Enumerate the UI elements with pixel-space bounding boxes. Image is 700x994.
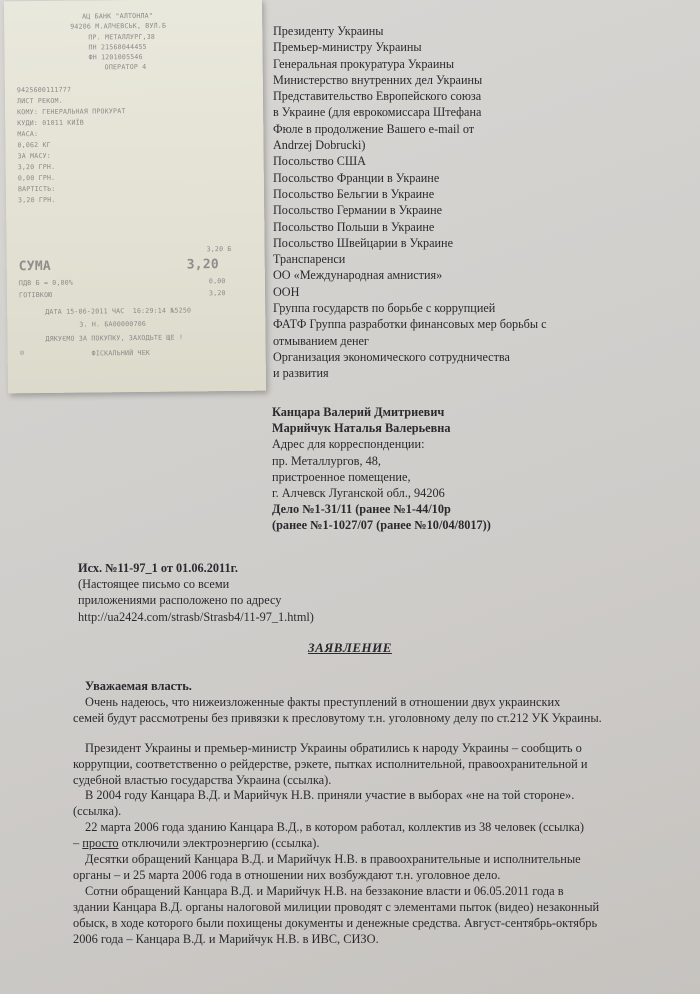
sender-name: Марийчук Наталья Валерьевна: [272, 421, 451, 436]
receipt-line: 0,062 КГ: [17, 140, 51, 150]
receipt-fiscal-line: ФІСКАЛЬНИЙ ЧЕК: [91, 348, 151, 358]
paragraph-line: коррупции, соответственно о рейдерстве, рэкете, пытках исполнительной, правоохранительной и: [73, 756, 588, 771]
receipt-line: 3,20 ГРН.: [17, 195, 56, 205]
receipt-sum-label: СУМА: [18, 258, 51, 275]
receipt-thanks-line: ДЯКУЄМО ЗА ПОКУПКУ, ЗАХОДЬТЕ ЩЕ !: [45, 333, 184, 343]
receipt-line: ПР. МЕТАЛЛУРГ,38: [88, 32, 156, 42]
addressee-item: и развития: [273, 366, 329, 381]
outgoing-number: Исх. №11-97_1 от 01.06.2011г.: [78, 561, 238, 575]
addressee-item: Andrzej Dobrucki): [273, 138, 366, 153]
paragraph-line: [73, 836, 693, 852]
paragraph-line: здании Канцара В.Д. органы налоговой милиции проводят с элементами пыток (видео) незаконный: [73, 899, 600, 914]
underlined-word: просто: [82, 836, 119, 851]
case-number: Дело №1-31/11 (ранее №1-44/10р: [272, 502, 451, 517]
postal-receipt: [4, 0, 266, 393]
receipt-vat-value: 0,00: [208, 277, 226, 286]
addressee-item: ОО «Международная амнистия»: [273, 268, 443, 283]
addressee-list: [273, 23, 547, 382]
document-title: ЗАЯВЛЕНИЕ: [308, 640, 392, 655]
paragraph-line: семей будут рассмотрены без привязки к пресловутому т.н. уголовному делу по ст.212 УК Украины.: [73, 710, 602, 725]
receipt-cash-value: 3,20: [208, 289, 226, 298]
addressee-item: Посольство Швейцарии в Украине: [273, 235, 453, 250]
addressee-item: Посольство Франции в Украине: [273, 170, 440, 185]
addressee-item: Посольство Германии в Украине: [273, 203, 443, 218]
addressee-item: Посольство Польши в Украине: [273, 219, 435, 234]
addressee-item: Транспаренси: [273, 252, 346, 267]
paragraph-line: 2006 года – Канцара В.Д. и Марийчук Н.В. в ИВС, СИЗО.: [73, 931, 379, 946]
receipt-vat-label: ПДВ Б = 0,00%: [18, 278, 74, 288]
paragraph-line: обыск, в ходе которого были похищены документы и денежные средства. Август-сентябрь-октябрь: [73, 915, 598, 930]
paragraph-line: (ссылка).: [73, 804, 122, 819]
receipt-line: 0,00 ГРН.: [17, 173, 56, 183]
paragraph-line: 22 марта 2006 года зданию Канцара В.Д., в котором работал, коллектив из 38 человек (ссылка): [85, 820, 585, 835]
addressee-item: Президенту Украины: [273, 24, 384, 38]
receipt-line: ПН 21560044455: [88, 42, 147, 52]
receipt-line: 3,20 ГРН.: [17, 162, 56, 172]
addressee-item: Премьер-министру Украины: [273, 40, 422, 55]
paragraph-line: органы – и 25 марта 2006 года в отношении них возбуждают т.н. уголовное дело.: [73, 867, 501, 882]
receipt-line: МАСА:: [17, 130, 39, 139]
statement-body: [73, 679, 693, 948]
receipt-zn-line: З. Н. БА00000706: [79, 319, 147, 329]
receipt-line: КОМУ: ГЕНЕРАЛЬНАЯ ПРОКУРАТ: [17, 107, 126, 117]
receipt-date-line: ДАТА 15-06-2011 ЧАС 16:29:14 №5250: [45, 306, 192, 316]
receipt-line: АЦ БАНК "АЛТОНЛА": [82, 11, 154, 21]
paragraph-line: Десятки обращений Канцара В.Д. и Марийчук Н.В. в правоохранительные и исполнительные: [85, 852, 581, 867]
address-line: пр. Металлургов, 48,: [272, 453, 381, 468]
receipt-line: 9425600111777: [16, 85, 72, 95]
paragraph-line: судебной властью государства Украина (ссылка).: [73, 772, 332, 787]
outgoing-note: приложениями расположено по адресу: [78, 593, 282, 608]
addressee-item: Фюле в продолжение Вашего e-mail от: [273, 121, 475, 136]
sender-name: Канцара Валерий Дмитриевич: [272, 405, 445, 419]
addressee-item: ООН: [273, 284, 300, 299]
sender-block: [272, 404, 491, 534]
receipt-line: ОПЕРАТОР 4: [104, 62, 147, 72]
receipt-line: КУДИ: 01011 КИЇВ: [17, 118, 84, 128]
receipt-line: ЛИСТ РЕКОМ.: [16, 96, 63, 106]
receipt-sum-value: 3,20: [186, 257, 219, 273]
receipt-total-small: 3,20 Б: [206, 244, 232, 254]
addressee-item: ФАТФ Группа разработки финансовых мер борьбы с: [273, 317, 547, 332]
address-line: пристроенное помещение,: [272, 469, 411, 484]
paragraph-line: Сотни обращений Канцара В.Д. и Марийчук Н.В. на беззаконие власти и 06.05.2011 года в: [85, 883, 564, 898]
addressee-item: в Украине (для еврокомиссара Штефана: [273, 105, 482, 120]
outgoing-reference: [78, 560, 314, 625]
address-label: Адрес для корреспонденции:: [272, 437, 425, 452]
addressee-item: Посольство Бельгии в Украине: [273, 186, 435, 201]
receipt-cash-label: ГОТІВКОЮ: [18, 290, 53, 300]
outgoing-note: (Настоящее письмо со всеми: [78, 577, 230, 592]
receipt-line: ЗА МАСУ:: [17, 151, 51, 161]
receipt-stamp-icon: ⊘: [19, 348, 25, 358]
paragraph-line: Очень надеюсь, что нижеизложенные факты преступлений в отношении двух украинских: [85, 694, 561, 709]
address-line: г. Алчевск Луганской обл., 94206: [272, 486, 445, 501]
addressee-item: Представительство Европейского союза: [273, 89, 482, 104]
text-span: –: [73, 836, 83, 851]
receipt-line: 94206 М.АЛЧЕВСЬК, ВУЛ.Б: [70, 21, 167, 31]
paragraph-line: В 2004 году Канцара В.Д. и Марийчук Н.В. приняли участие в выборах «не на той стороне».: [85, 788, 575, 803]
receipt-line: ВАРТІСТЬ:: [17, 184, 56, 194]
addressee-item: Организация экономического сотрудничества: [273, 349, 510, 364]
paragraph-line: Президент Украины и премьер-министр Украины обратились к народу Украины – сообщить о: [85, 740, 582, 755]
text-span: отключили электроэнергию (ссылка).: [118, 836, 320, 851]
greeting: Уважаемая власть.: [85, 679, 192, 693]
receipt-line: ФН 1201005546: [88, 52, 143, 62]
addressee-item: Генеральная прокуратура Украины: [273, 56, 455, 71]
addressee-item: Министерство внутренних дел Украины: [273, 72, 483, 87]
addressee-item: Посольство США: [273, 154, 366, 169]
case-number: (ранее №1-1027/07 (ранее №10/04/8017)): [272, 518, 491, 533]
outgoing-url: http://ua2424.com/strasb/Strasb4/11-97_1.html): [78, 609, 314, 624]
addressee-item: отмыванием денег: [273, 333, 369, 348]
addressee-item: Группа государств по борьбе с коррупцией: [273, 301, 496, 316]
